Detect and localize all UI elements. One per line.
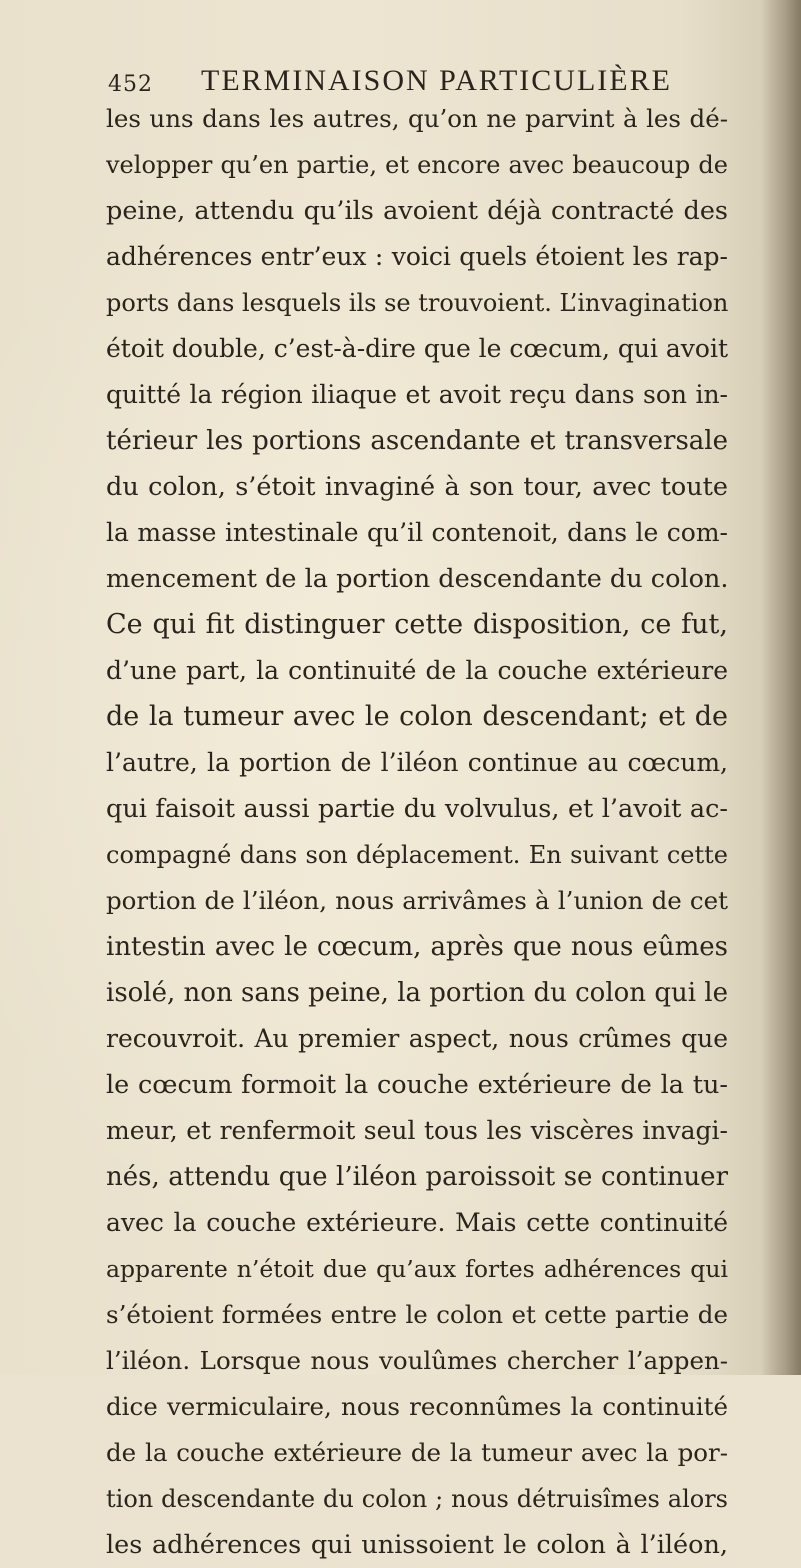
text-line: apparente n’étoit due qu’aux fortes adhérences qui — [106, 1255, 728, 1283]
text-line: recouvroit. Au premier aspect, nous crûmes que — [106, 1024, 728, 1053]
page-number: 452 — [108, 72, 153, 97]
text-line: peine, attendu qu’ils avoient déjà contracté des — [106, 196, 728, 226]
page-edge-shadow — [761, 0, 801, 1375]
text-line: l’iléon. Lorsque nous voulûmes chercher l’appen- — [106, 1346, 728, 1375]
text-line: les adhérences qui unissoient le colon à l’iléon, — [106, 1530, 728, 1560]
text-line: mencement de la portion descendante du colon. — [106, 564, 728, 594]
text-line: de la couche extérieure de la tumeur avec la por- — [106, 1438, 728, 1467]
text-line: isolé, non sans peine, la portion du colon qui le — [106, 978, 728, 1008]
text-line: Ce qui fit distinguer cette disposition, ce fut, — [106, 609, 728, 640]
text-line: ports dans lesquels ils se trouvoient. L’invagination — [106, 289, 728, 317]
text-line: térieur les portions ascendante et transversale — [106, 426, 728, 456]
text-line: nés, attendu que l’iléon paroissoit se continuer — [106, 1162, 728, 1192]
text-line: du colon, s’étoit invaginé à son tour, avec toute — [106, 472, 728, 502]
text-line: avec la couche extérieure. Mais cette continuité — [106, 1208, 728, 1237]
text-line: dice vermiculaire, nous reconnûmes la continuité — [106, 1392, 728, 1421]
text-line: étoit double, c’est-à-dire que le cœcum, qui avoit — [106, 334, 728, 363]
body-text — [106, 96, 728, 1568]
text-line: intestin avec le cœcum, après que nous eûmes — [106, 932, 728, 962]
text-line: portion de l’iléon, nous arrivâmes à l’union de cet — [106, 886, 728, 915]
text-line: le cœcum formoit la couche extérieure de la tu- — [106, 1070, 728, 1100]
text-line: qui faisoit aussi partie du volvulus, et l’avoit ac- — [106, 794, 728, 824]
text-line: de la tumeur avec le colon descendant; et de — [106, 701, 728, 732]
text-line: velopper qu’en partie, et encore avec beaucoup de — [106, 151, 728, 179]
text-line: la masse intestinale qu’il contenoit, dans le com- — [106, 518, 728, 547]
text-line: l’autre, la portion de l’iléon continue au cœcum, — [106, 748, 728, 777]
text-line: tion descendante du colon ; nous détruisîmes alors — [106, 1485, 728, 1513]
text-line: les uns dans les autres, qu’on ne parvint à les dé- — [106, 104, 728, 133]
running-head: TERMINAISON PARTICULIÈRE — [201, 64, 672, 97]
text-line: s’étoient formées entre le colon et cette partie de — [106, 1300, 728, 1329]
text-line: compagné dans son déplacement. En suivant cette — [106, 841, 728, 869]
text-line: d’une part, la continuité de la couche extérieure — [106, 656, 728, 685]
text-line: quitté la région iliaque et avoit reçu dans son in- — [106, 380, 728, 409]
text-line: meur, et renfermoit seul tous les viscères invagi- — [106, 1116, 728, 1145]
text-line: adhérences entr’eux : voici quels étoient les rap- — [106, 242, 728, 271]
